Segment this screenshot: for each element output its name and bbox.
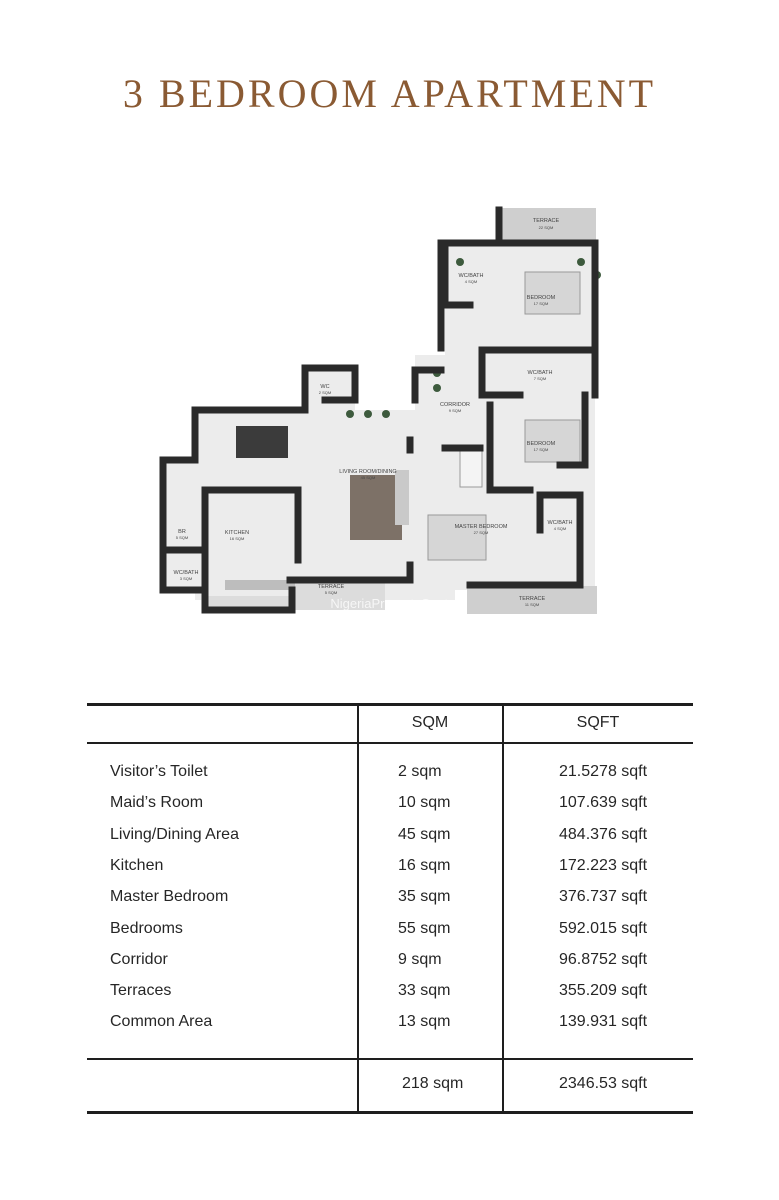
area-kitchen: 16 SQM — [229, 536, 245, 541]
label-wc-bath-2: WC/BATH — [527, 370, 553, 376]
row-sqft: 96.8752 sqft — [559, 951, 648, 968]
table-bottom-rule — [87, 1111, 693, 1114]
row-sqft: 139.931 sqft — [559, 1013, 648, 1030]
row-sqm: 13 sqm — [398, 1013, 451, 1030]
area-corridor: 9 SQM — [448, 408, 462, 413]
row-name: Kitchen — [110, 857, 164, 874]
page-title: 3 BEDROOM APARTMENT — [122, 71, 657, 116]
header-sqft: SQFT — [576, 714, 620, 731]
row-name: Visitor’s Toilet — [110, 763, 208, 780]
area-bedroom-2: 17 SQM — [533, 447, 549, 452]
area-wc-bath-1: 4 SQM — [464, 279, 478, 284]
label-wc: WC — [320, 384, 330, 390]
area-maid-wc: 3 SQM — [179, 576, 193, 581]
row-sqft: 172.223 sqft — [559, 857, 648, 874]
row-sqm: 10 sqm — [398, 794, 451, 811]
label-bedroom-1: BEDROOM — [526, 295, 556, 301]
row-sqft: 592.015 sqft — [559, 920, 648, 937]
label-bedroom-2: BEDROOM — [526, 441, 556, 447]
table-header-rule — [87, 742, 693, 744]
area-terrace-bottom: 11 SQM — [524, 602, 540, 607]
row-name: Common Area — [110, 1013, 213, 1030]
area-master: 27 SQM — [473, 530, 489, 535]
row-sqm: 45 sqm — [398, 826, 451, 843]
row-sqft: 484.376 sqft — [559, 826, 648, 843]
table-top-rule — [87, 703, 693, 706]
total-sqm: 218 sqm — [402, 1075, 464, 1092]
row-name: Living/Dining Area — [110, 826, 239, 843]
watermark: NigeriaPropertyCentre — [330, 596, 460, 611]
row-sqm: 9 sqm — [398, 951, 442, 968]
row-sqft: 355.209 sqft — [559, 982, 648, 999]
row-sqm: 55 sqm — [398, 920, 451, 937]
label-maid-wc: WC/BATH — [173, 570, 199, 576]
table-col-divider-2 — [502, 703, 504, 1114]
label-wc-bath-1: WC/BATH — [458, 273, 484, 279]
row-name: Maid’s Room — [110, 794, 204, 811]
area-wc-bath-3: 4 SQM — [553, 526, 567, 531]
row-sqm: 35 sqm — [398, 888, 451, 905]
label-living: LIVING ROOM/DINING — [339, 469, 397, 475]
row-name: Master Bedroom — [110, 888, 229, 905]
label-maid: BR — [178, 529, 186, 535]
area-terrace-mid: 5 SQM — [324, 590, 338, 595]
label-terrace-top: TERRACE — [532, 218, 560, 224]
total-sqft: 2346.53 sqft — [559, 1075, 648, 1092]
row-sqft: 376.737 sqft — [559, 888, 648, 905]
header-sqm: SQM — [411, 714, 449, 731]
area-wc-bath-2: 7 SQM — [533, 376, 547, 381]
label-terrace-bottom: TERRACE — [518, 596, 546, 602]
area-bedroom-1: 17 SQM — [533, 301, 549, 306]
row-sqft: 21.5278 sqft — [559, 763, 648, 780]
row-sqm: 33 sqm — [398, 982, 451, 999]
area-terrace-top: 22 SQM — [538, 225, 554, 230]
area-maid: 5 SQM — [175, 535, 189, 540]
row-name: Bedrooms — [110, 920, 183, 937]
label-terrace-mid: TERRACE — [317, 584, 345, 590]
row-name: Corridor — [110, 951, 168, 968]
label-wc-bath-3: WC/BATH — [547, 520, 573, 526]
row-sqm: 2 sqm — [398, 763, 442, 780]
row-name: Terraces — [110, 982, 172, 999]
row-sqft: 107.639 sqft — [559, 794, 648, 811]
label-kitchen: KITCHEN — [224, 530, 250, 536]
area-wc: 2 SQM — [318, 390, 332, 395]
area-living: 45 SQM — [360, 475, 376, 480]
table-col-divider-1 — [357, 703, 359, 1114]
row-sqm: 16 sqm — [398, 857, 451, 874]
label-master: MASTER BEDROOM — [454, 524, 508, 530]
table-total-rule — [87, 1058, 693, 1060]
label-corridor: CORRIDOR — [440, 402, 470, 408]
